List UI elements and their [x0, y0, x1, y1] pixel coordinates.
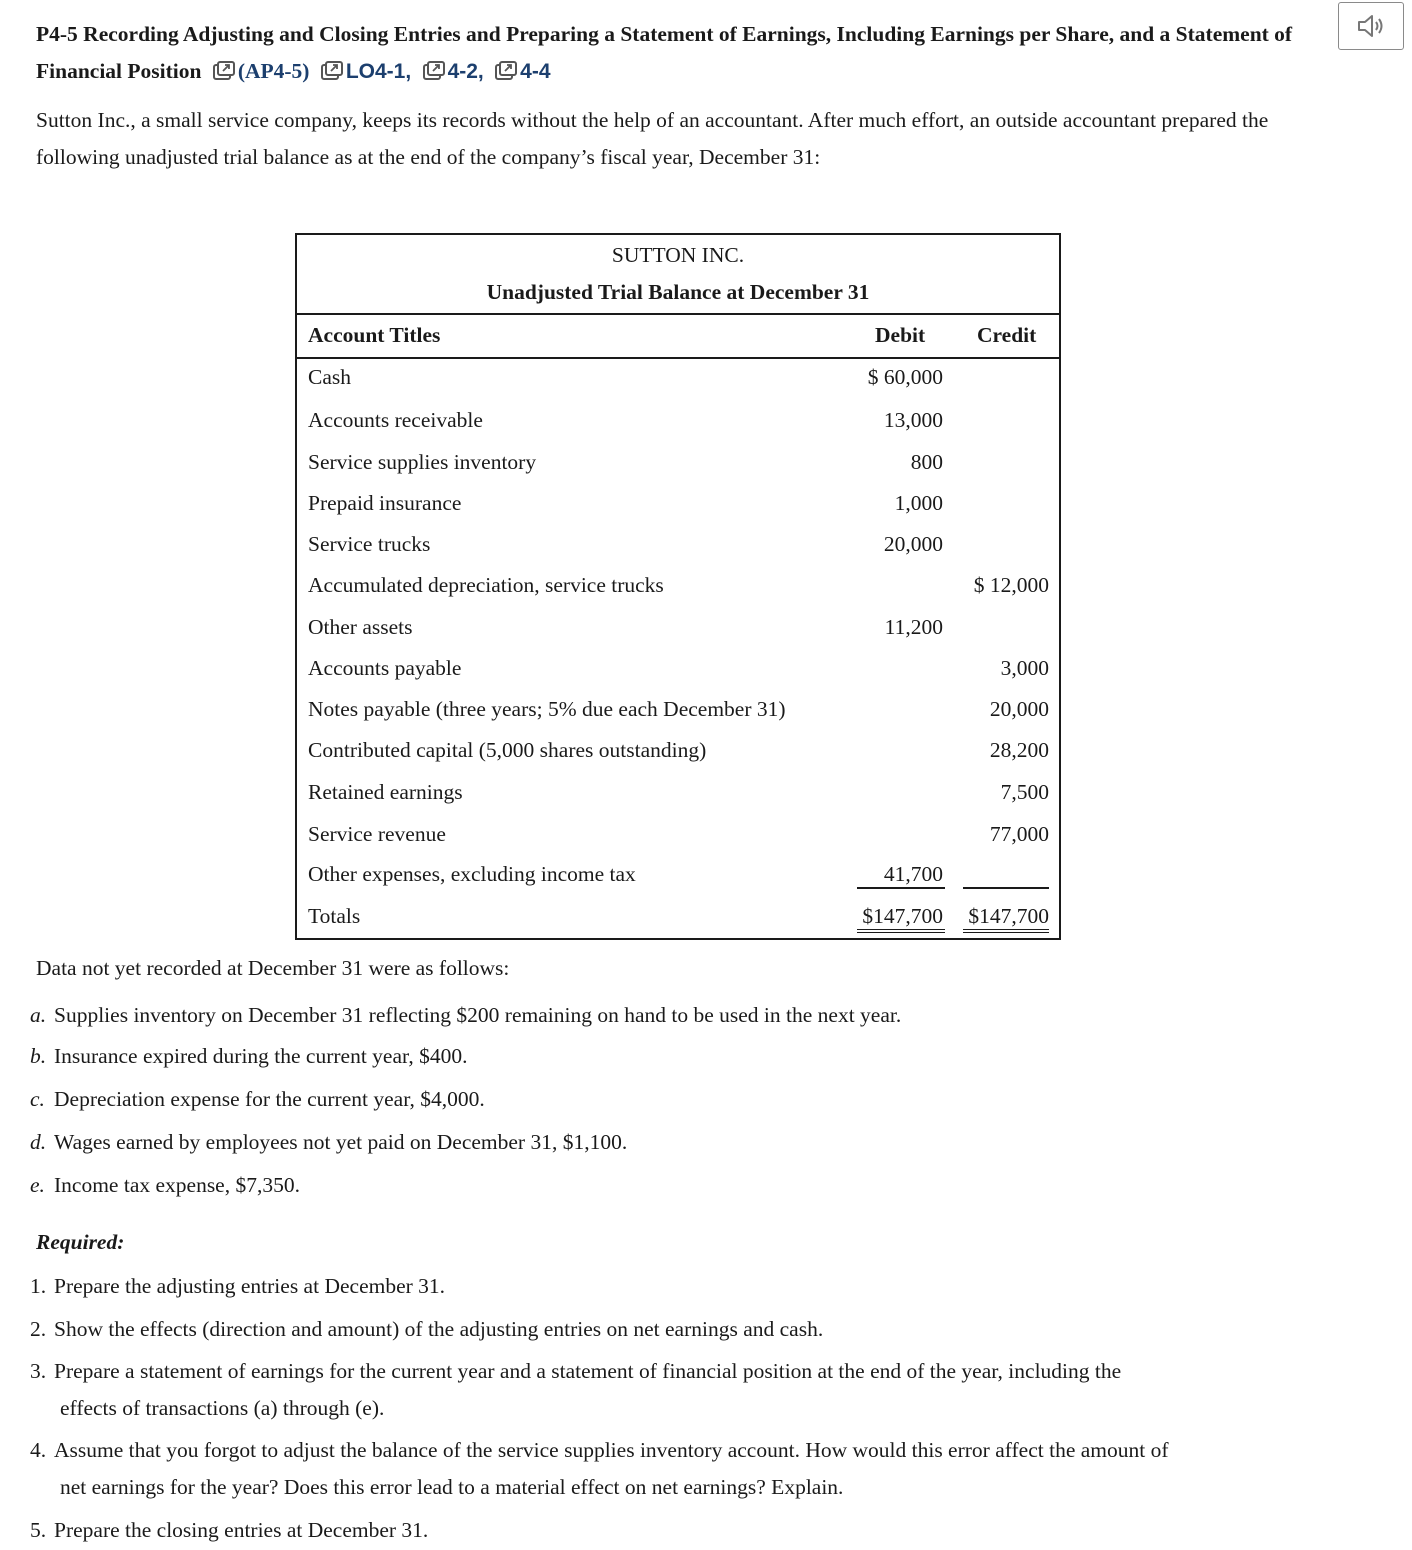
totals-row: Totals $147,700 $147,700	[308, 904, 1049, 928]
list-item: c. Depreciation expense for the current year, $4,000.	[30, 1087, 485, 1111]
external-link-icon[interactable]	[423, 56, 445, 93]
lo-link-1[interactable]: LO4-1,	[345, 60, 412, 83]
col-account-titles: Account Titles	[308, 323, 441, 347]
company-name: SUTTON INC.	[611, 243, 745, 267]
lo-link-2[interactable]: 4-2,	[447, 60, 484, 83]
table-row: Retained earnings 7,500	[308, 780, 1049, 804]
list-item: 3. Prepare a statement of earnings for the current year and a statement of financial position at the end of the year, including the	[30, 1359, 1122, 1383]
list-item: 2. Show the effects (direction and amount) of the adjusting entries on net earnings and cash.	[30, 1317, 824, 1341]
list-item: 1. Prepare the adjusting entries at December 31.	[30, 1274, 446, 1298]
external-link-icon[interactable]	[321, 56, 343, 93]
debit-double-underline	[857, 929, 945, 933]
col-debit: Debit	[875, 323, 926, 347]
table-row: Accumulated depreciation, service trucks $ 12,000	[308, 573, 1049, 597]
table-row: Cash $ 60,000	[308, 365, 943, 389]
audio-button[interactable]	[1338, 2, 1404, 50]
problem-title	[36, 16, 1336, 93]
credit-double-underline	[963, 929, 1049, 933]
list-item: e. Income tax expense, $7,350.	[30, 1173, 300, 1197]
data-intro: Data not yet recorded at December 31 were as follows:	[36, 956, 510, 980]
list-item: b. Insurance expired during the current year, $400.	[30, 1044, 468, 1068]
speaker-icon	[1356, 13, 1386, 39]
table-subtitle: Unadjusted Trial Balance at December 31	[486, 280, 870, 304]
column-headers	[297, 315, 1059, 359]
table-row: Accounts receivable 13,000	[308, 408, 943, 432]
table-row: Other assets 11,200	[308, 615, 943, 639]
list-item-continued: net earnings for the year? Does this error lead to a material effect on net earnings? Explain.	[60, 1475, 844, 1499]
ap-reference-link[interactable]: (AP4-5)	[237, 59, 310, 83]
table-row: Service trucks 20,000	[308, 532, 943, 556]
lo-link-3[interactable]: 4-4	[520, 60, 551, 83]
table-row: Service supplies inventory 800	[308, 450, 943, 474]
table-row: Service revenue 77,000	[308, 822, 1049, 846]
credit-underline	[963, 887, 1049, 889]
list-item: 5. Prepare the closing entries at December 31.	[30, 1518, 429, 1542]
table-header	[297, 235, 1059, 315]
list-item: 4. Assume that you forgot to adjust the balance of the service supplies inventory account. How would this error affect the amount of	[30, 1438, 1169, 1462]
debit-underline	[857, 887, 945, 889]
trial-balance-table	[295, 233, 1061, 940]
external-link-icon[interactable]	[495, 56, 517, 93]
required-heading: Required:	[36, 1230, 125, 1254]
table-row: Prepaid insurance 1,000	[308, 491, 943, 515]
table-row: Contributed capital (5,000 shares outstanding) 28,200	[308, 738, 1049, 762]
list-item-continued: effects of transactions (a) through (e).	[60, 1396, 385, 1420]
list-item: a. Supplies inventory on December 31 reflecting $200 remaining on hand to be used in the next year.	[30, 1003, 902, 1027]
table-row: Notes payable (three years; 5% due each December 31) 20,000	[308, 697, 1049, 721]
intro-paragraph: Sutton Inc., a small service company, keeps its records without the help of an accountant. After much effort, an outside accountant prepared the following unadjusted trial balance as at the end of the company’s fiscal year, December 31:	[36, 108, 1269, 169]
table-row: Accounts payable 3,000	[308, 656, 1049, 680]
list-item: d. Wages earned by employees not yet paid on December 31, $1,100.	[30, 1130, 628, 1154]
table-row: Other expenses, excluding income tax 41,700	[308, 862, 943, 886]
external-link-icon[interactable]	[213, 56, 235, 93]
title-text: P4-5 Recording Adjusting and Closing Entries and Preparing a Statement of Earnings, Including Earnings per Share, and a Statement of Financial Position	[36, 22, 1293, 83]
col-credit: Credit	[977, 323, 1037, 347]
